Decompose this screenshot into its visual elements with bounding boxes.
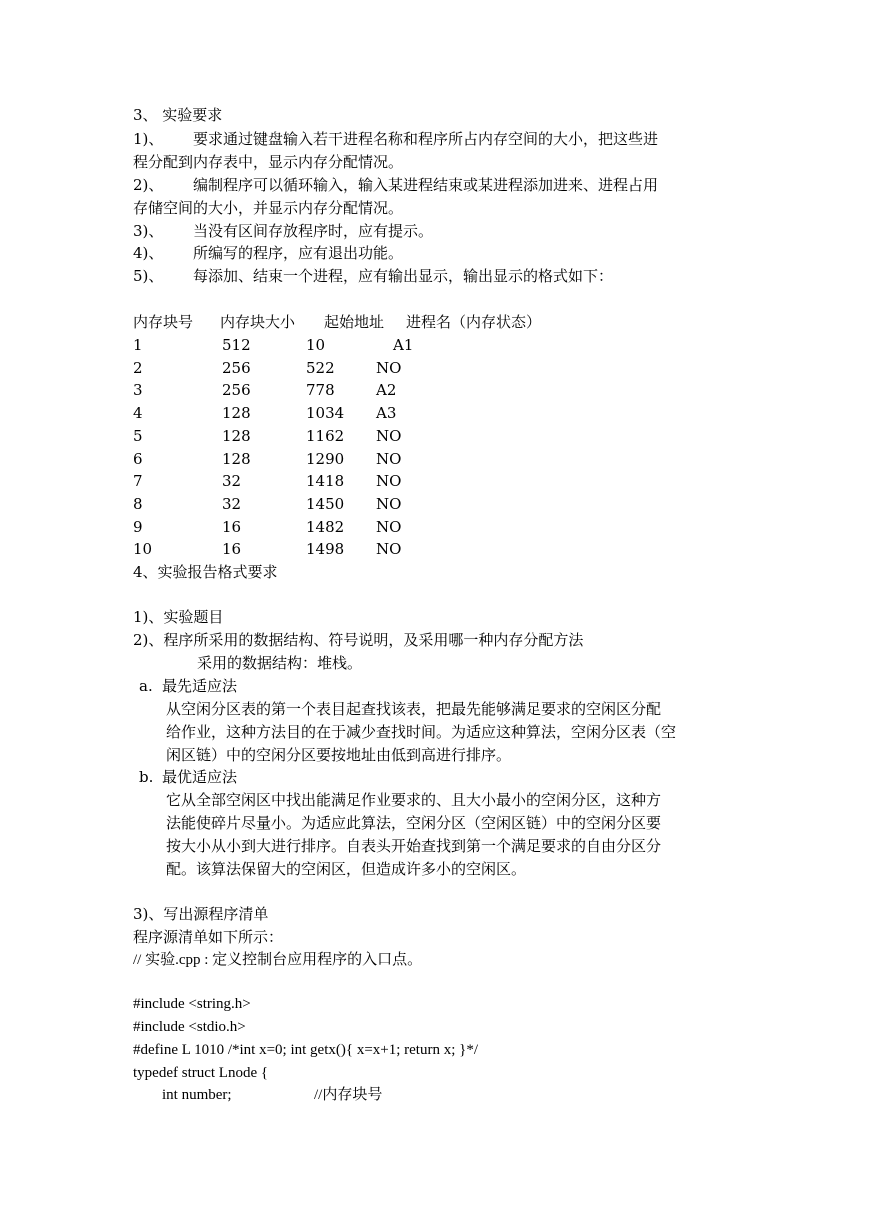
- method-b-label: b.: [139, 768, 154, 786]
- method-b-line: 按大小从小到大进行排序。自表头开始查找到第一个满足要求的自由分区分: [166, 837, 662, 855]
- method-b-title: 最优适应法: [162, 768, 238, 786]
- table-cell: A2: [376, 381, 397, 399]
- table-header-block-size: 内存块大小: [220, 313, 296, 331]
- data-structure-note: 采用的数据结构：堆栈。: [197, 654, 363, 672]
- table-cell: A3: [376, 404, 397, 422]
- table-cell: NO: [376, 540, 402, 558]
- code-line-decl: int number;: [162, 1087, 232, 1103]
- table-cell: NO: [376, 427, 402, 445]
- table-cell: 4: [133, 404, 143, 422]
- table-cell: 128: [222, 404, 251, 422]
- req-2-line2: 存储空间的大小，并显示内存分配情况。: [133, 199, 404, 217]
- method-a-label: a.: [139, 677, 153, 695]
- table-cell: 10: [133, 540, 153, 558]
- table-cell: 10: [306, 336, 326, 354]
- method-a-line: 从空闲分区表的第一个表目起查找该表，把最先能够满足要求的空闲区分配: [166, 700, 662, 718]
- code-comment-line: // 实验.cpp : 定义控制台应用程序的入口点。: [133, 952, 423, 968]
- table-cell: 9: [133, 518, 143, 536]
- table-cell: 1290: [306, 450, 345, 468]
- table-header-start-address: 起始地址: [324, 313, 385, 331]
- table-cell: 512: [222, 336, 251, 354]
- table-header-block-number: 内存块号: [133, 313, 194, 331]
- source-intro: 程序源清单如下所示：: [133, 928, 284, 946]
- table-cell: 128: [222, 450, 251, 468]
- table-cell: NO: [376, 450, 402, 468]
- table-cell: 522: [306, 359, 335, 377]
- table-cell: 128: [222, 427, 251, 445]
- req-4-num: 4)、: [133, 244, 164, 262]
- table-cell: 8: [133, 495, 143, 513]
- method-a-line: 闲区链）中的空闲分区要按地址由低到高进行排序。: [166, 746, 512, 764]
- method-b-line: 配。该算法保留大的空闲区，但造成许多小的空闲区。: [166, 860, 527, 878]
- method-a-line: 给作业，这种方法目的在于减少查找时间。为适应这种算法，空闲分区表（空: [166, 723, 677, 741]
- table-cell: 16: [222, 540, 242, 558]
- table-cell: NO: [376, 518, 402, 536]
- table-cell: 1482: [306, 518, 345, 536]
- table-cell: 256: [222, 359, 251, 377]
- code-line: #include <string.h>: [133, 996, 251, 1012]
- table-cell: 1: [133, 336, 143, 354]
- table-cell: A1: [393, 336, 414, 354]
- table-cell: 16: [222, 518, 242, 536]
- req-5-num: 5)、: [133, 267, 164, 285]
- report-item-2: 2)、程序所采用的数据结构、符号说明，及采用哪一种内存分配方法: [133, 631, 584, 649]
- req-4-line1: 所编写的程序，应有退出功能。: [193, 244, 404, 262]
- req-5-line1: 每添加、结束一个进程，应有输出显示，输出显示的格式如下：: [193, 267, 614, 285]
- req-2-num: 2)、: [133, 176, 164, 194]
- report-item-1: 1)、实验题目: [133, 608, 224, 626]
- req-1-line2: 程分配到内存表中，显示内存分配情况。: [133, 153, 404, 171]
- table-cell: NO: [376, 359, 402, 377]
- section-4-heading: 4、实验报告格式要求: [133, 563, 278, 581]
- method-b-line: 它从全部空闲区中找出能满足作业要求的、且大小最小的空闲分区，这种方: [166, 791, 662, 809]
- code-line-comment: //内存块号: [314, 1087, 383, 1103]
- req-1-line1: 要求通过键盘输入若干进程名称和程序所占内存空间的大小，把这些进: [193, 130, 659, 148]
- table-cell: 32: [222, 472, 242, 490]
- table-cell: 1450: [306, 495, 345, 513]
- table-cell: 1034: [306, 404, 345, 422]
- table-cell: 6: [133, 450, 143, 468]
- table-cell: NO: [376, 495, 402, 513]
- req-2-line1: 编制程序可以循环输入，输入某进程结束或某进程添加进来、进程占用: [193, 176, 659, 194]
- code-line: #include <stdio.h>: [133, 1019, 246, 1035]
- table-cell: 1498: [306, 540, 345, 558]
- req-3-line1: 当没有区间存放程序时，应有提示。: [193, 222, 434, 240]
- code-line: typedef struct Lnode {: [133, 1065, 269, 1081]
- table-cell: 5: [133, 427, 143, 445]
- table-cell: 7: [133, 472, 143, 490]
- table-cell: 2: [133, 359, 143, 377]
- method-a-title: 最先适应法: [162, 677, 238, 695]
- req-1-num: 1)、: [133, 130, 164, 148]
- table-cell: 1162: [306, 427, 345, 445]
- table-cell: 778: [306, 381, 335, 399]
- method-b-line: 法能使碎片尽量小。为适应此算法，空闲分区（空闲区链）中的空闲分区要: [166, 814, 662, 832]
- table-cell: 32: [222, 495, 242, 513]
- table-cell: 256: [222, 381, 251, 399]
- table-cell: 1418: [306, 472, 345, 490]
- req-3-num: 3)、: [133, 222, 164, 240]
- table-header-process-name: 进程名（内存状态）: [406, 313, 542, 331]
- report-item-3: 3)、写出源程序清单: [133, 905, 269, 923]
- code-line: #define L 1010 /*int x=0; int getx(){ x=x+1; return x; }*/: [133, 1042, 478, 1058]
- section-3-heading: 3、 实验要求: [133, 106, 223, 124]
- table-cell: NO: [376, 472, 402, 490]
- table-cell: 3: [133, 381, 143, 399]
